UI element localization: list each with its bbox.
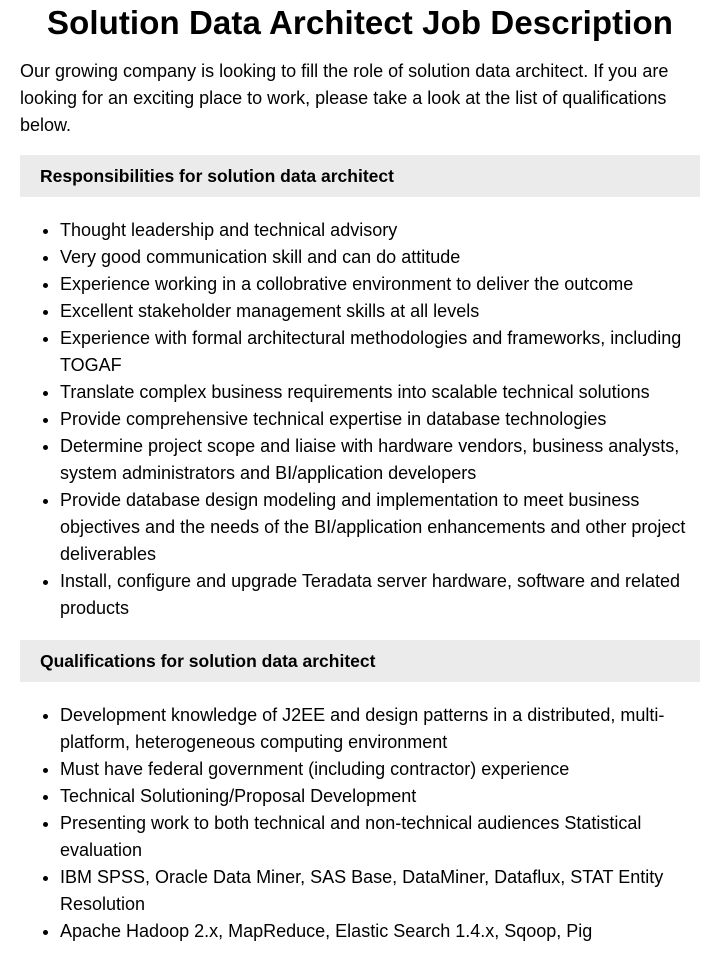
list-item: • Excellent stakeholder management skills at all levels (60, 298, 700, 325)
list-item: • Experience working in a collobrative environment to deliver the outcome (60, 271, 700, 298)
responsibilities-list (20, 217, 700, 622)
list-item: • Install, configure and upgrade Teradata server hardware, software and related products (60, 568, 700, 622)
responsibilities-heading: Responsibilities for solution data architect (20, 155, 700, 197)
intro-paragraph: Our growing company is looking to fill the role of solution data architect. If you are looking for an exciting place to work, please take a look at the list of qualifications below. (20, 61, 669, 135)
list-item: • Must have federal government (including contractor) experience (60, 756, 700, 783)
qualifications-list (20, 702, 700, 945)
list-item: • Apache Hadoop 2.x, MapReduce, Elastic Search 1.4.x, Sqoop, Pig (60, 918, 700, 945)
list-item: • Thought leadership and technical advisory (60, 217, 700, 244)
list-item: • Translate complex business requirements into scalable technical solutions (60, 379, 700, 406)
list-item: • Technical Solutioning/Proposal Development (60, 783, 700, 810)
list-item: • Very good communication skill and can do attitude (60, 244, 700, 271)
list-item: • Provide database design modeling and implementation to meet business objectives and the needs of the BI/application enhancements and other project deliverables (60, 487, 700, 568)
qualifications-heading: Qualifications for solution data architect (20, 640, 700, 682)
list-item: • Presenting work to both technical and non-technical audiences Statistical evaluation (60, 810, 700, 864)
list-item: • IBM SPSS, Oracle Data Miner, SAS Base, DataMiner, Dataflux, STAT Entity Resolution (60, 864, 700, 918)
list-item: • Determine project scope and liaise with hardware vendors, business analysts, system administrators and BI/application developers (60, 433, 700, 487)
list-item: • Provide comprehensive technical expertise in database technologies (60, 406, 700, 433)
list-item: • Experience with formal architectural methodologies and frameworks, including TOGAF (60, 325, 700, 379)
page-title: Solution Data Architect Job Description (46, 4, 674, 41)
list-item: • Development knowledge of J2EE and design patterns in a distributed, multi-platform, heterogeneous computing environment (60, 702, 700, 756)
